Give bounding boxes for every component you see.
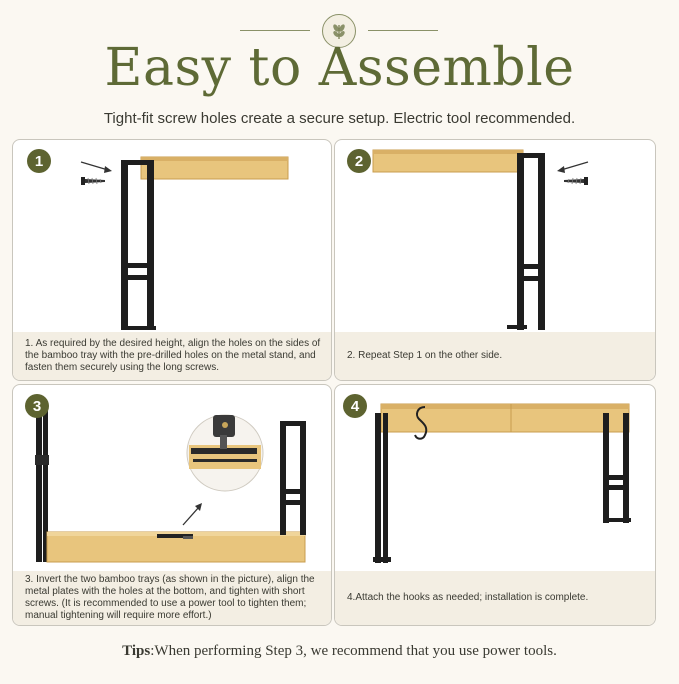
step-3-illustration: [13, 385, 331, 570]
step-caption: 4.Attach the hooks as needed; installation is complete.: [335, 571, 655, 625]
step-caption: 2. Repeat Step 1 on the other side.: [335, 332, 655, 380]
step-panel-1: [12, 139, 332, 381]
step-number-badge: 2: [347, 149, 371, 173]
step-number-badge: 1: [27, 149, 51, 173]
step-4-illustration: [335, 385, 655, 570]
header-left-line: [240, 30, 310, 31]
arrow-icon: [81, 162, 112, 173]
step-number-badge: 3: [25, 394, 49, 418]
step-panel-2: [334, 139, 656, 381]
screw-icon: [81, 177, 105, 185]
step-caption: 1. As required by the desired height, align the holes on the sides of the bamboo tray with the pre-drilled holes on the metal stand, and fasten them securely using the long screws.: [13, 332, 331, 380]
step-panel-4: [334, 384, 656, 626]
tips-line: [0, 643, 679, 660]
tips-label: Tips: [122, 643, 151, 659]
step-number-badge: 4: [343, 394, 367, 418]
page-subtitle: Tight-fit screw holes create a secure setup. Electric tool recommended.: [103, 110, 576, 127]
header-right-line: [368, 30, 438, 31]
screw-icon: [564, 177, 588, 185]
arrow-icon: [557, 162, 588, 173]
drill-detail: [187, 415, 263, 491]
tips-text: :When performing Step 3, we recommend that you use power tools.: [150, 643, 557, 659]
step-1-illustration: [13, 140, 331, 330]
step-2-illustration: [335, 140, 655, 330]
page-title: Easy to Assemble: [104, 38, 575, 98]
step-caption: 3. Invert the two bamboo trays (as shown in the picture), align the metal plates with the holes at the bottom, and tighten with short screws. (It is recommended to use a power tool to tighten them; manual tightening will require more effort.): [13, 571, 331, 625]
step-panel-3: [12, 384, 332, 626]
arrow-icon: [183, 503, 202, 525]
